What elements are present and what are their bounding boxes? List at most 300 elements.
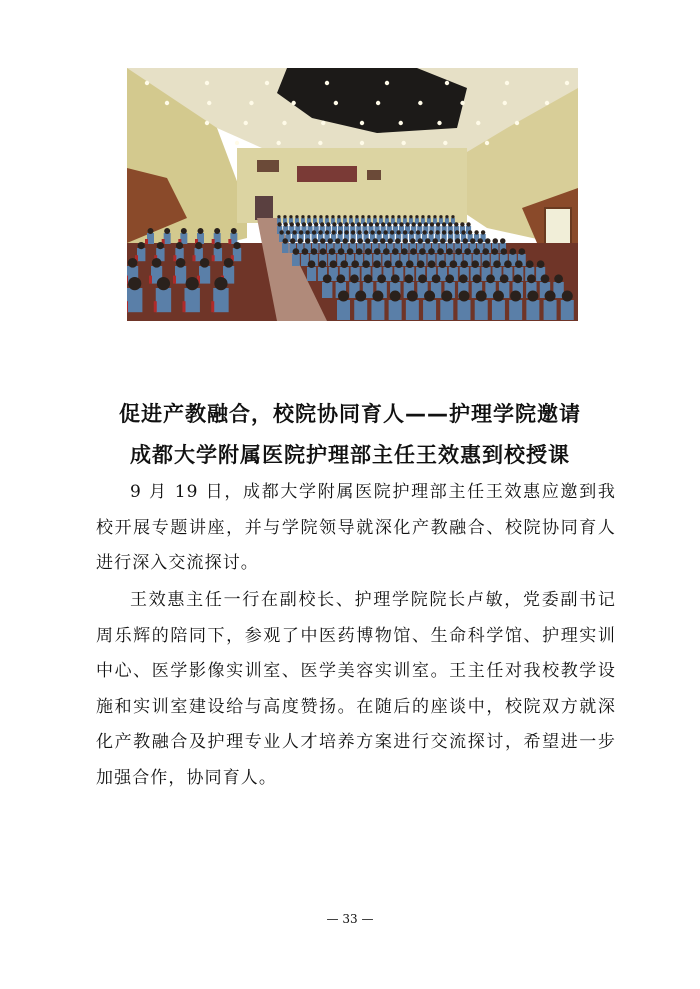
audience-head	[332, 222, 336, 226]
audience-head	[195, 242, 202, 249]
audience-head	[383, 230, 387, 234]
audience-head	[562, 291, 573, 302]
audience-head	[381, 222, 385, 226]
audience-head	[481, 230, 485, 234]
audience-head	[318, 230, 322, 234]
audience-head	[362, 260, 370, 268]
ceiling-light	[318, 141, 322, 145]
audience-head	[355, 291, 366, 302]
audience-head	[430, 222, 434, 226]
ceiling-light	[565, 81, 569, 85]
audience-head	[406, 260, 414, 268]
audience-head	[308, 260, 316, 268]
audience-head	[176, 242, 183, 249]
audience-head	[493, 238, 499, 244]
audience-head	[473, 274, 482, 283]
audience-member	[127, 288, 142, 312]
ceiling-light	[165, 101, 169, 105]
audience-head	[416, 230, 420, 234]
audience-member	[371, 300, 384, 320]
audience-head	[482, 248, 489, 255]
audience-head	[433, 215, 436, 218]
audience-head	[305, 238, 311, 244]
audience-head	[417, 260, 425, 268]
audience-head	[429, 230, 433, 234]
audience-head	[383, 248, 390, 255]
audience-head	[380, 238, 386, 244]
audience-head	[411, 222, 415, 226]
audience-head	[369, 222, 373, 226]
audience-member	[509, 300, 522, 320]
audience-head	[164, 228, 170, 234]
ceiling-light	[418, 101, 422, 105]
ceiling-light	[282, 121, 286, 125]
audience-head	[349, 215, 352, 218]
audience-head	[152, 258, 162, 268]
audience-head	[325, 215, 328, 218]
back-window	[257, 160, 279, 172]
ceiling-light	[205, 81, 209, 85]
audience-head	[351, 260, 359, 268]
audience-head	[351, 230, 355, 234]
audience-head	[428, 248, 435, 255]
audience-head	[448, 222, 452, 226]
audience-head	[451, 215, 454, 218]
audience-head	[290, 238, 296, 244]
back-door	[255, 196, 273, 220]
audience-head	[344, 222, 348, 226]
audience-head	[337, 215, 340, 218]
article-paragraph-1: 9 月 19 日，成都大学附属医院护理部主任王效惠应邀到我校开展专题讲座，并与学院领导就深化产教融合、校院协同育人进行深入交流探讨。	[96, 482, 616, 573]
audience-head	[323, 274, 332, 283]
audience-head	[307, 215, 310, 218]
ceiling-light	[265, 81, 269, 85]
audience-head	[395, 260, 403, 268]
audience-head	[427, 215, 430, 218]
audience-head	[409, 230, 413, 234]
audience-member	[561, 300, 574, 320]
audience-head	[432, 274, 441, 283]
audience-head	[157, 242, 164, 249]
audience-head	[387, 222, 391, 226]
ceiling-light	[205, 121, 209, 125]
audience-head	[343, 215, 346, 218]
audience-head	[363, 222, 367, 226]
audience-head	[311, 248, 318, 255]
audience-head	[331, 230, 335, 234]
audience-head	[314, 222, 318, 226]
audience-member	[354, 300, 367, 320]
ceiling-light	[291, 101, 295, 105]
audience-head	[486, 274, 495, 283]
audience-head	[393, 222, 397, 226]
audience-head	[455, 230, 459, 234]
audience-head	[421, 215, 424, 218]
audience-head	[396, 230, 400, 234]
audience-head	[343, 238, 349, 244]
audience-head	[344, 230, 348, 234]
audience-head	[450, 260, 458, 268]
audience-head	[445, 274, 454, 283]
ceiling-light	[545, 101, 549, 105]
audience-head	[410, 238, 416, 244]
seat	[127, 301, 128, 312]
back-window	[367, 170, 381, 180]
audience-member	[292, 254, 300, 266]
audience-head	[403, 238, 409, 244]
audience-head	[319, 260, 327, 268]
audience-head	[500, 238, 506, 244]
audience-head	[295, 215, 298, 218]
audience-head	[200, 258, 210, 268]
audience-head	[404, 274, 413, 283]
audience-head	[157, 277, 170, 290]
audience-head	[364, 274, 373, 283]
audience-head	[335, 238, 341, 244]
audience-head	[440, 238, 446, 244]
ceiling-light	[321, 121, 325, 125]
audience-head	[289, 215, 292, 218]
audience-head	[448, 238, 454, 244]
audience-head	[554, 274, 563, 283]
audience-head	[286, 230, 290, 234]
audience-head	[391, 274, 400, 283]
article-title-line-1: 促进产教融合，校院协同育人——护理学院邀请	[119, 402, 581, 426]
audience-head	[513, 274, 522, 283]
audience-head	[367, 215, 370, 218]
audience-head	[283, 238, 289, 244]
audience-head	[500, 248, 507, 255]
audience-head	[305, 230, 309, 234]
audience-head	[379, 215, 382, 218]
audience-head	[296, 222, 300, 226]
ceiling-light	[235, 141, 239, 145]
audience-member	[337, 300, 350, 320]
ceiling-light	[445, 81, 449, 85]
audience-head	[319, 215, 322, 218]
audience-head	[302, 222, 306, 226]
audience-head	[515, 260, 523, 268]
audience-member	[185, 288, 200, 312]
audience-head	[519, 248, 526, 255]
audience-head	[418, 222, 422, 226]
audience-head	[214, 228, 220, 234]
audience-head	[504, 260, 512, 268]
audience-head	[128, 277, 141, 290]
audience-head	[410, 248, 417, 255]
audience-member	[214, 248, 222, 261]
audience-head	[176, 258, 186, 268]
audience-head	[186, 277, 199, 290]
audience-head	[128, 258, 138, 268]
audience-head	[527, 274, 536, 283]
ceiling-light	[443, 141, 447, 145]
audience-head	[500, 274, 509, 283]
ceiling-light	[376, 101, 380, 105]
audience-head	[418, 238, 424, 244]
ceiling-light	[385, 81, 389, 85]
audience-head	[442, 230, 446, 234]
ceiling-light	[476, 121, 480, 125]
audience-head	[375, 222, 379, 226]
audience-head	[338, 248, 345, 255]
seat	[228, 239, 231, 244]
back-window	[297, 166, 357, 182]
ceiling-light	[503, 101, 507, 105]
audience-head	[373, 260, 381, 268]
audience-head	[338, 230, 342, 234]
audience-head	[277, 215, 280, 218]
audience-head	[433, 238, 439, 244]
seat	[211, 301, 214, 312]
audience-head	[338, 222, 342, 226]
audience-head	[409, 215, 412, 218]
audience-head	[181, 228, 187, 234]
audience-head	[384, 260, 392, 268]
audience-head	[198, 228, 204, 234]
ceiling-light	[460, 101, 464, 105]
audience-member	[458, 300, 471, 320]
audience-head	[355, 215, 358, 218]
ceiling-light	[360, 121, 364, 125]
audience-head	[419, 248, 426, 255]
audience-head	[331, 215, 334, 218]
audience-member	[423, 300, 436, 320]
audience-member	[389, 300, 402, 320]
audience-head	[446, 248, 453, 255]
audience-head	[358, 238, 364, 244]
ceiling-light	[334, 101, 338, 105]
audience-head	[392, 248, 399, 255]
seat	[212, 239, 215, 244]
audience-head	[468, 230, 472, 234]
audience-head	[373, 238, 379, 244]
page-number: — 33 —	[326, 912, 374, 926]
seat	[212, 255, 215, 261]
audience-member	[156, 288, 171, 312]
audience-head	[455, 248, 462, 255]
audience-head	[372, 291, 383, 302]
audience-member	[301, 254, 309, 266]
audience-head	[437, 248, 444, 255]
audience-head	[328, 238, 334, 244]
audience-head	[299, 230, 303, 234]
seat	[149, 276, 152, 284]
audience-head	[401, 248, 408, 255]
audience-head	[454, 222, 458, 226]
audience-head	[370, 230, 374, 234]
audience-head	[470, 238, 476, 244]
audience-head	[356, 248, 363, 255]
audience-head	[461, 230, 465, 234]
ceiling-light	[276, 141, 280, 145]
audience-head	[399, 222, 403, 226]
audience-head	[474, 230, 478, 234]
audience-head	[231, 228, 237, 234]
audience-head	[422, 230, 426, 234]
audience-head	[320, 222, 324, 226]
audience-head	[541, 274, 550, 283]
article-title-line-2: 成都大学附属医院护理部主任王效惠到校授课	[130, 443, 570, 467]
audience-head	[214, 277, 227, 290]
audience-head	[445, 215, 448, 218]
audience-head	[471, 260, 479, 268]
audience-member	[322, 282, 332, 298]
audience-head	[473, 248, 480, 255]
audience-head	[365, 248, 372, 255]
audience-head	[277, 222, 281, 226]
audience-head	[302, 248, 309, 255]
audience-head	[351, 222, 355, 226]
audience-head	[418, 274, 427, 283]
audience-head	[361, 215, 364, 218]
ceiling-light	[360, 141, 364, 145]
ceiling-light	[399, 121, 403, 125]
audience-head	[330, 260, 338, 268]
audience-head	[439, 215, 442, 218]
audience-head	[482, 260, 490, 268]
audience-head	[377, 230, 381, 234]
audience-head	[373, 215, 376, 218]
audience-head	[224, 258, 234, 268]
ceiling-light	[145, 81, 149, 85]
audience-head	[478, 238, 484, 244]
audience-member	[180, 233, 187, 244]
ceiling-light	[207, 101, 211, 105]
audience-head	[283, 222, 287, 226]
audience-head	[279, 230, 283, 234]
audience-head	[148, 228, 154, 234]
article-paragraph-2: 王效惠主任一行在副校长、护理学院院长卢敏，党委副书记周乐辉的陪同下，参观了中医药博物馆、生命科学馆、护理实训中心、医学影像实训室、医学美容实训室。王主任对我校教学设施和实训室建设给与高度赞扬。在随后的座谈中，校院双方就深化产教融合及护理专业人才培养方案进行交流探讨，希望进一步加强合作，协同育人。	[96, 590, 616, 788]
audience-member	[526, 300, 539, 320]
audience-head	[424, 222, 428, 226]
audience-head	[403, 215, 406, 218]
audience-head	[493, 260, 501, 268]
audience-head	[510, 291, 521, 302]
ceiling-light	[505, 81, 509, 85]
audience-member	[492, 300, 505, 320]
ceiling-light	[325, 81, 329, 85]
audience-member	[147, 233, 154, 244]
audience-head	[313, 215, 316, 218]
audience-head	[428, 260, 436, 268]
audience-head	[464, 248, 471, 255]
audience-head	[214, 242, 221, 249]
audience-member	[137, 248, 145, 261]
audience-head	[298, 238, 304, 244]
ceiling-light	[244, 121, 248, 125]
audience-head	[138, 242, 145, 249]
audience-member	[233, 248, 241, 261]
audience-head	[459, 274, 468, 283]
ceiling-light	[515, 121, 519, 125]
audience-head	[448, 230, 452, 234]
auditorium-photo	[127, 68, 578, 321]
audience-head	[347, 248, 354, 255]
audience-member	[199, 266, 210, 284]
audience-head	[357, 230, 361, 234]
audience-head	[395, 238, 401, 244]
audience-member	[475, 300, 488, 320]
audience-head	[424, 291, 435, 302]
audience-member	[282, 243, 289, 253]
audience-head	[476, 291, 487, 302]
audience-head	[293, 248, 300, 255]
audience-head	[292, 230, 296, 234]
seat	[173, 255, 176, 261]
audience-head	[537, 260, 545, 268]
audience-head	[415, 215, 418, 218]
audience-head	[459, 291, 470, 302]
audience-head	[233, 242, 240, 249]
audience-head	[325, 230, 329, 234]
audience-head	[350, 274, 359, 283]
audience-head	[460, 260, 468, 268]
audience-head	[320, 238, 326, 244]
audience-head	[493, 291, 504, 302]
ceiling-light	[437, 121, 441, 125]
audience-head	[391, 215, 394, 218]
audience-member	[164, 233, 171, 244]
audience-head	[357, 222, 361, 226]
audience-member	[175, 266, 186, 284]
audience-head	[350, 238, 356, 244]
audience-head	[455, 238, 461, 244]
seat	[183, 301, 186, 312]
audience-head	[329, 248, 336, 255]
audience-head	[526, 260, 534, 268]
seat	[154, 301, 157, 312]
seat	[145, 239, 148, 244]
audience-head	[510, 248, 517, 255]
audience-head	[312, 230, 316, 234]
audience-head	[364, 230, 368, 234]
audience-head	[403, 230, 407, 234]
audience-head	[365, 238, 371, 244]
audience-member	[544, 300, 557, 320]
audience-head	[326, 222, 330, 226]
audience-head	[301, 215, 304, 218]
seat	[173, 276, 176, 284]
audience-head	[466, 222, 470, 226]
audience-member	[213, 288, 228, 312]
ceiling-light	[485, 141, 489, 145]
audience-head	[407, 291, 418, 302]
audience-head	[320, 248, 327, 255]
audience-head	[340, 260, 348, 268]
audience-head	[308, 222, 312, 226]
audience-head	[485, 238, 491, 244]
audience-head	[390, 291, 401, 302]
audience-head	[442, 222, 446, 226]
audience-head	[385, 215, 388, 218]
audience-head	[374, 248, 381, 255]
audience-head	[313, 238, 319, 244]
audience-head	[463, 238, 469, 244]
audience-head	[491, 248, 498, 255]
seat	[127, 276, 128, 284]
audience-head	[545, 291, 556, 302]
audience-head	[527, 291, 538, 302]
audience-head	[377, 274, 386, 283]
ceiling-light	[401, 141, 405, 145]
audience-head	[388, 238, 394, 244]
audience-head	[460, 222, 464, 226]
audience-head	[441, 291, 452, 302]
audience-head	[425, 238, 431, 244]
audience-head	[290, 222, 294, 226]
seat	[193, 255, 196, 261]
